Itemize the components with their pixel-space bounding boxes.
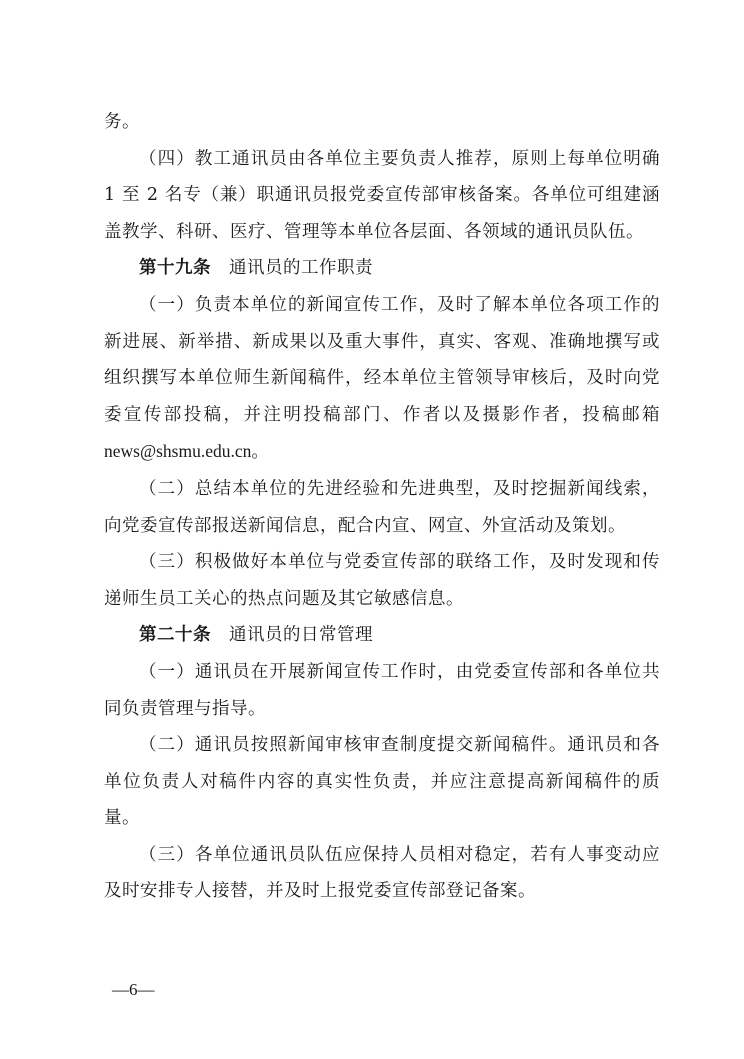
article-19-item-2: （二）总结本单位的先进经验和先进典型，及时挖掘新闻线索，向党委宣传部报送新闻信息，配合内宣、网宣、外宣活动及策划。 — [104, 478, 660, 536]
article-20-title: 通讯员的日常管理 — [229, 625, 373, 646]
article-20-item-1: （一）通讯员在开展新闻宣传工作时，由党委宣传部和各单位共同负责管理与指导。 — [104, 661, 660, 719]
article-20-number: 第二十条 — [139, 625, 211, 646]
article-19-item-1 — [104, 287, 660, 471]
article-19-heading — [104, 250, 660, 287]
article-20-item-3: （三）各单位通讯员队伍应保持人员相对稳定，若有人事变动应及时安排专人接替，并及时上报党委宣传部登记备案。 — [104, 844, 660, 902]
article-19-item-1-end: 。 — [251, 442, 270, 463]
article-19-number: 第十九条 — [139, 258, 211, 279]
document-body — [104, 104, 660, 910]
continuation-paragraph: 务。 — [104, 112, 140, 132]
article-20-heading — [104, 617, 660, 654]
article-19-item-1-text: （一）负责本单位的新闻宣传工作，及时了解本单位各项工作的新进展、新举措、新成果以及重大事件，真实、客观、准确地撰写或组织撰写本单位师生新闻稿件，经本单位主管领导审核后，及时向党委宣传部投稿，并注明投稿部门、作者以及摄影作者，投稿邮箱 — [104, 294, 660, 425]
page-number: —6— — [112, 980, 155, 999]
submission-email: news@shsmu.edu.cn — [104, 441, 252, 462]
article-19-title: 通讯员的工作职责 — [229, 258, 373, 279]
paragraph-item-4: （四）教工通讯员由各单位主要负责人推荐，原则上每单位明确 1 至 2 名专（兼）职通讯员报党委宣传部审核备案。各单位可组建涵盖教学、科研、医疗、管理等本单位各层面、各领域的通讯员队伍。 — [104, 148, 660, 242]
article-20-item-2: （二）通讯员按照新闻审核审查制度提交新闻稿件。通讯员和各单位负责人对稿件内容的真实性负责，并应注意提高新闻稿件的质量。 — [104, 735, 660, 829]
article-19-item-3: （三）积极做好本单位与党委宣传部的联络工作，及时发现和传递师生员工关心的热点问题及其它敏感信息。 — [104, 552, 660, 609]
